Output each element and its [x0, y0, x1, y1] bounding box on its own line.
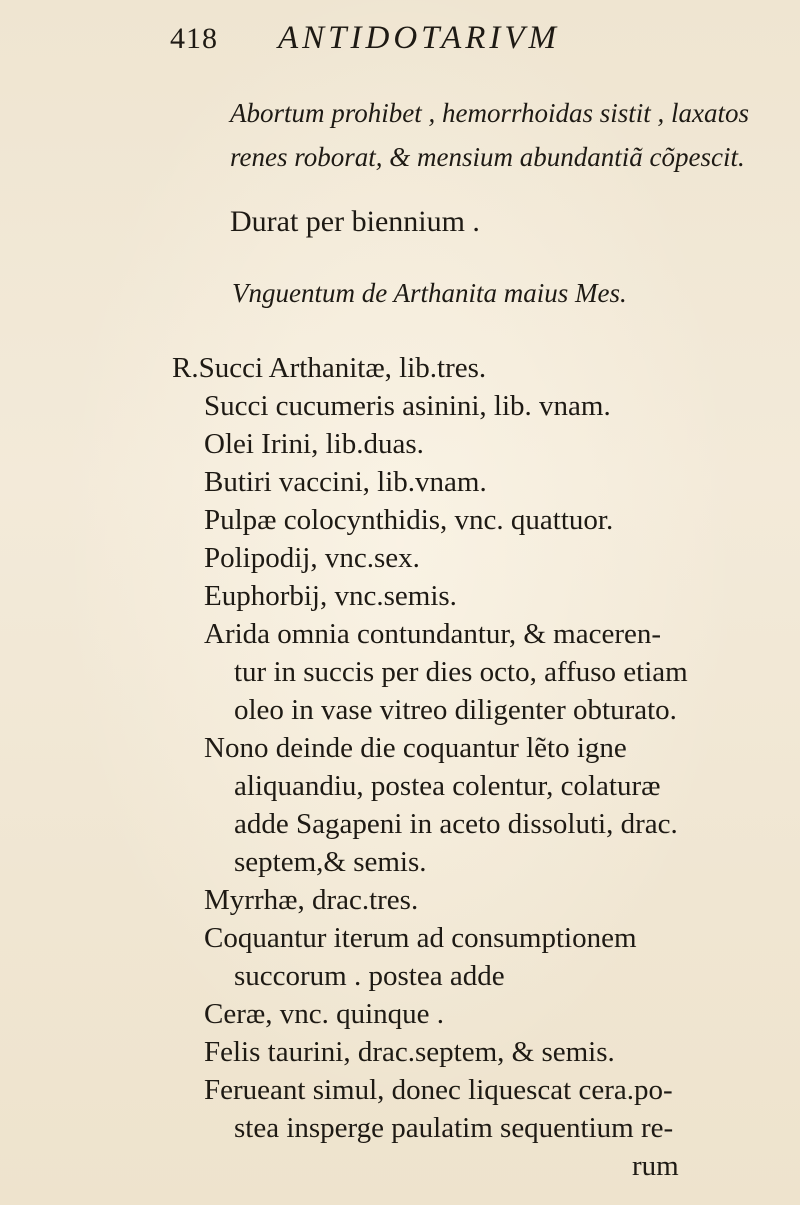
intro-line-2: renes roborat, & mensium abundantiã cõpescit.	[230, 142, 745, 172]
duration-line: Durat per biennium .	[230, 205, 480, 238]
recipe-line: Nono deinde die coquantur lẽto igne	[204, 732, 627, 764]
page-number: 418	[170, 22, 218, 55]
recipe-line: Euphorbij, vnc.semis.	[204, 580, 457, 612]
recipe-line: Felis taurini, drac.septem, & semis.	[204, 1036, 615, 1068]
recipe-line: adde Sagapeni in aceto dissoluti, drac.	[234, 808, 678, 840]
recipe-line: septem,& semis.	[234, 846, 427, 878]
recipe-line: Pulpæ colocynthidis, vnc. quattuor.	[204, 504, 614, 536]
recipe-line: Coquantur iterum ad consumptionem	[204, 922, 637, 954]
recipe-line: Succi cucumeris asinini, lib. vnam.	[204, 390, 611, 422]
recipe-line: Myrrhæ, drac.tres.	[204, 884, 419, 916]
recipe-line: Ferueant simul, donec liquescat cera.po-	[204, 1074, 673, 1106]
intro-line-1: Abortum prohibet , hemorrhoidas sistit , laxatos	[230, 98, 750, 128]
recipe-line: Arida omnia contundantur, & maceren-	[204, 618, 662, 650]
recipe-line: rum	[632, 1150, 679, 1182]
recipe-line: R.Succi Arthanitæ, lib.tres.	[172, 352, 487, 384]
recipe-line: oleo in vase vitreo diligenter obturato.	[234, 694, 677, 726]
recipe-line: Polipodij, vnc.sex.	[204, 542, 420, 574]
page-header	[170, 18, 690, 68]
recipe-title: Vnguentum de Arthanita maius Mes.	[232, 278, 627, 308]
recipe-line: succorum . postea adde	[234, 960, 505, 992]
recipe-line: stea insperge paulatim sequentium re-	[234, 1112, 674, 1144]
running-head: ANTIDOTARIVM	[278, 20, 561, 56]
recipe-line: tur in succis per dies octo, affuso etiam	[234, 656, 688, 688]
recipe-line: Olei Irini, lib.duas.	[204, 428, 424, 460]
recipe-line: Butiri vaccini, lib.vnam.	[204, 466, 487, 498]
recipe-line: aliquandiu, postea colentur, colaturæ	[234, 770, 661, 802]
recipe-line: Ceræ, vnc. quinque .	[204, 998, 445, 1030]
